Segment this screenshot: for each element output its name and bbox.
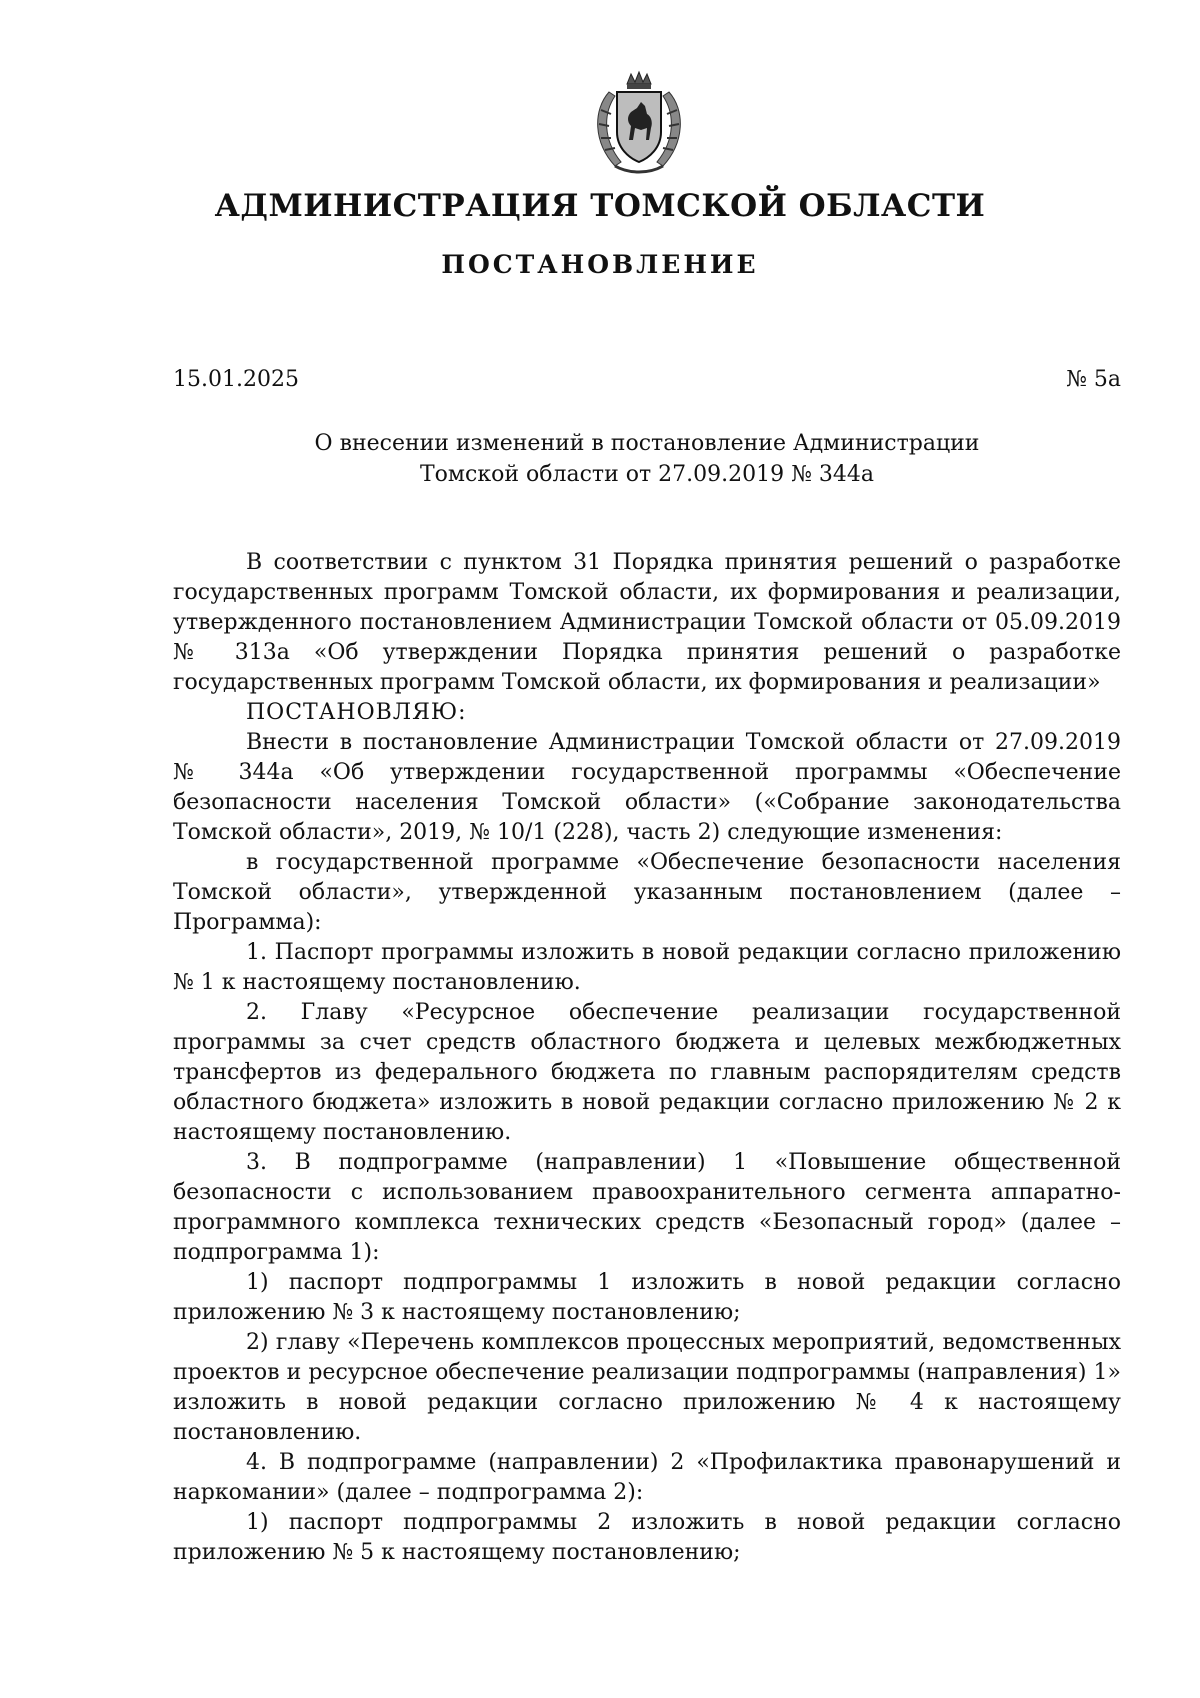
body-paragraph: 4. В подпрограмме (направлении) 2 «Профилактика правонарушений и наркомании» (далее – подпрограмма 2):: [173, 1450, 1121, 1505]
body-paragraph: 2. Главу «Ресурсное обеспечение реализации государственной программы за счет средств областного бюджета и целевых межбюджетных трансфертов из федерального бюджета по главным распорядителям средств областного бюджета» изложить в новой редакции согласно приложению № 2 к настоящему постановлению.: [173, 1000, 1121, 1145]
document-number: № 5а: [1066, 367, 1121, 392]
body-paragraph: В соответствии с пунктом 31 Порядка принятия решений о разработке государственных программ Томской области, их формирования и реализации, утвержденного постановлением Администрации Томской области от 05.09.2019 № 313а «Об утверждении Порядка принятия решений о разработке государственных программ Томской области, их формирования и реализации»: [173, 550, 1121, 695]
body-paragraph: 1) паспорт подпрограммы 1 изложить в новой редакции согласно приложению № 3 к настоящему постановлению;: [173, 1270, 1121, 1325]
organization-title: АДМИНИСТРАЦИЯ ТОМСКОЙ ОБЛАСТИ: [214, 188, 986, 224]
decree-word: ПОСТАНОВЛЯЮ:: [246, 700, 467, 725]
document-body: [173, 548, 1121, 1568]
body-paragraph: 1) паспорт подпрограммы 2 изложить в новой редакции согласно приложению № 5 к настоящему постановлению;: [173, 1510, 1121, 1565]
document-subject: [173, 428, 1121, 490]
body-paragraph: 3. В подпрограмме (направлении) 1 «Повышение общественной безопасности с использованием правоохранительного сегмента аппаратно-программного комплекса технических средств «Безопасный город» (далее – подпрограмма 1):: [173, 1150, 1121, 1265]
document-date: 15.01.2025: [173, 367, 299, 392]
subject-line: Томской области от 27.09.2019 № 344а: [419, 462, 875, 487]
body-paragraph: Внести в постановление Администрации Томской области от 27.09.2019 № 344а «Об утверждении государственной программы «Обеспечение безопасности населения Томской области» («Собрание законодательства Томской области», 2019, № 10/1 (228), часть 2) следующие изменения:: [173, 730, 1121, 845]
document-type: ПОСТАНОВЛЕНИЕ: [441, 250, 759, 279]
body-paragraph: 1. Паспорт программы изложить в новой редакции согласно приложению № 1 к настоящему постановлению.: [173, 940, 1121, 995]
subject-line: О внесении изменений в постановление Администрации: [314, 431, 980, 456]
body-paragraph: 2) главу «Перечень комплексов процессных мероприятий, ведомственных проектов и ресурсное обеспечение реализации подпрограммы (направления) 1» изложить в новой редакции согласно приложению № 4 к настоящему постановлению.: [173, 1330, 1121, 1445]
coat-of-arms-icon: [585, 70, 693, 178]
body-paragraph: в государственной программе «Обеспечение безопасности населения Томской области», утвержденной указанным постановлением (далее – Программа):: [173, 850, 1121, 935]
